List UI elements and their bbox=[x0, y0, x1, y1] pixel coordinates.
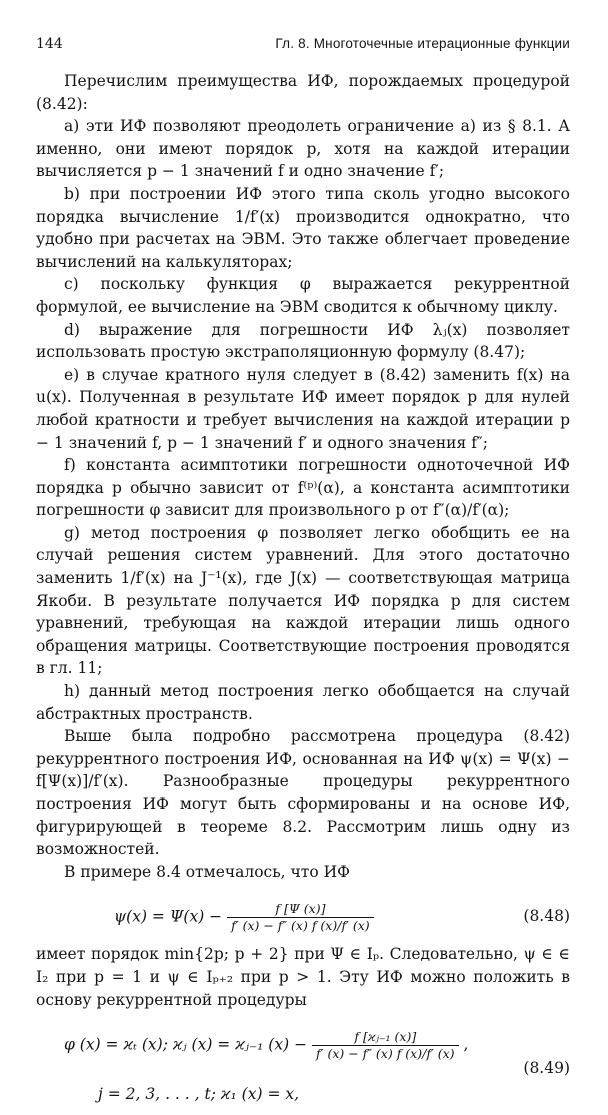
denominator: f′ (x) − f″ (x) f (x)/f′ (x) bbox=[316, 1046, 455, 1062]
equation-lhs: ψ(x) = Ψ(x) − bbox=[114, 907, 223, 926]
fraction bbox=[312, 1029, 459, 1062]
equation-label: (8.48) bbox=[523, 907, 570, 926]
denominator: f′ (x) − f″ (x) f (x)/f′ (x) bbox=[231, 918, 370, 934]
paragraph: имеет порядок min{2p; p + 2} при Ψ ∈ Iₚ. Следовательно, ψ ∈ ∈ I₂ при p = 1 и ψ ∈ Iₚ₊₂ при p > 1. Эту ИФ можно положить в основу рекуррентной процедуры bbox=[36, 945, 570, 1009]
equation-8-48 bbox=[36, 893, 570, 943]
paragraph: В примере 8.4 отмечалось, что ИФ bbox=[64, 862, 350, 881]
chapter-title: Гл. 8. Многоточечные итерационные функции bbox=[275, 36, 570, 51]
paragraph: e) в случае кратного нуля следует в (8.42) заменить f(x) на u(x). Полученная в результате ИФ имеет порядок p для нулей любой кратности и требует вычисления на каждой итерации p − 1 значений f, p − 1 значений f′ и одного значения f″; bbox=[36, 365, 570, 452]
paragraph: c) поскольку функция φ выражается рекуррентной формулой, ее вычисление на ЭВМ сводится к обычному циклу. bbox=[36, 275, 570, 316]
numerator: f [ϰⱼ₋₁ (x)] bbox=[312, 1029, 459, 1046]
equation-second-line: j = 2, 3, . . . , t; ϰ₁ (x) = x, bbox=[98, 1085, 300, 1104]
paragraph: g) метод построения φ позволяет легко обобщить ее на случай решения систем уравнений. Для этого достаточно заменить 1/f′(x) на J⁻¹(x), где J(x) — соответствующая матрица Якоби. В результате получается ИФ порядка p для систем уравнений, требующая на каждой итерации лишь одного обращения матрицы. Соответствующие построения проводятся в гл. 11; bbox=[36, 523, 570, 678]
equation-comma: , bbox=[463, 1035, 469, 1054]
paragraph: b) при построении ИФ этого типа сколь угодно высокого порядка вычисление 1/f′(x) производится однократно, что удобно при расчетах на ЭВМ. Это также облегчает проведение вычислений на калькуляторах; bbox=[36, 184, 570, 271]
equation-lhs: φ (x) = ϰₜ (x); ϰⱼ (x) = ϰⱼ₋₁ (x) − bbox=[64, 1035, 308, 1054]
running-header bbox=[36, 36, 570, 56]
paragraph: h) данный метод построения легко обобщается на случай абстрактных пространств. bbox=[36, 682, 570, 723]
fraction bbox=[227, 901, 374, 934]
paragraph: d) выражение для погрешности ИФ λⱼ(x) позволяет использовать простую экстраполяционную формулу (8.47); bbox=[36, 320, 570, 362]
equation-8-49 bbox=[36, 1025, 570, 1115]
numerator: f [Ψ (x)] bbox=[227, 901, 374, 918]
equation-label: (8.49) bbox=[523, 1059, 570, 1078]
paragraph: a) эти ИФ позволяют преодолеть ограничение а) из § 8.1. А именно, они имеют порядок p, хотя на каждой итерации вычисляется p − 1 значений f и одно значение f′; bbox=[36, 117, 570, 181]
page-number: 144 bbox=[36, 36, 63, 52]
text-body bbox=[36, 70, 570, 1115]
paragraph: Выше была подробно рассмотрена процедура (8.42) рекуррентного построения ИФ, основанная на ИФ ψ(x) = Ψ(x) − f[Ψ(x)]/f′(x). Разнообразные процедуры рекуррентного построения ИФ могут быть сформированы и на основе ИФ, фигурирующей в теореме 8.2. Рассмотрим лишь одну из возможностей. bbox=[36, 727, 570, 859]
paragraph: Перечислим преимущества ИФ, порождаемых процедурой (8.42): bbox=[36, 72, 570, 113]
paragraph: f) константа асимптотики погрешности одноточечной ИФ порядка p обычно зависит от f⁽ᵖ⁾(α), а константа асимптотики погрешности φ зависит для произвольного p от f″(α)/f′(α); bbox=[36, 456, 570, 520]
